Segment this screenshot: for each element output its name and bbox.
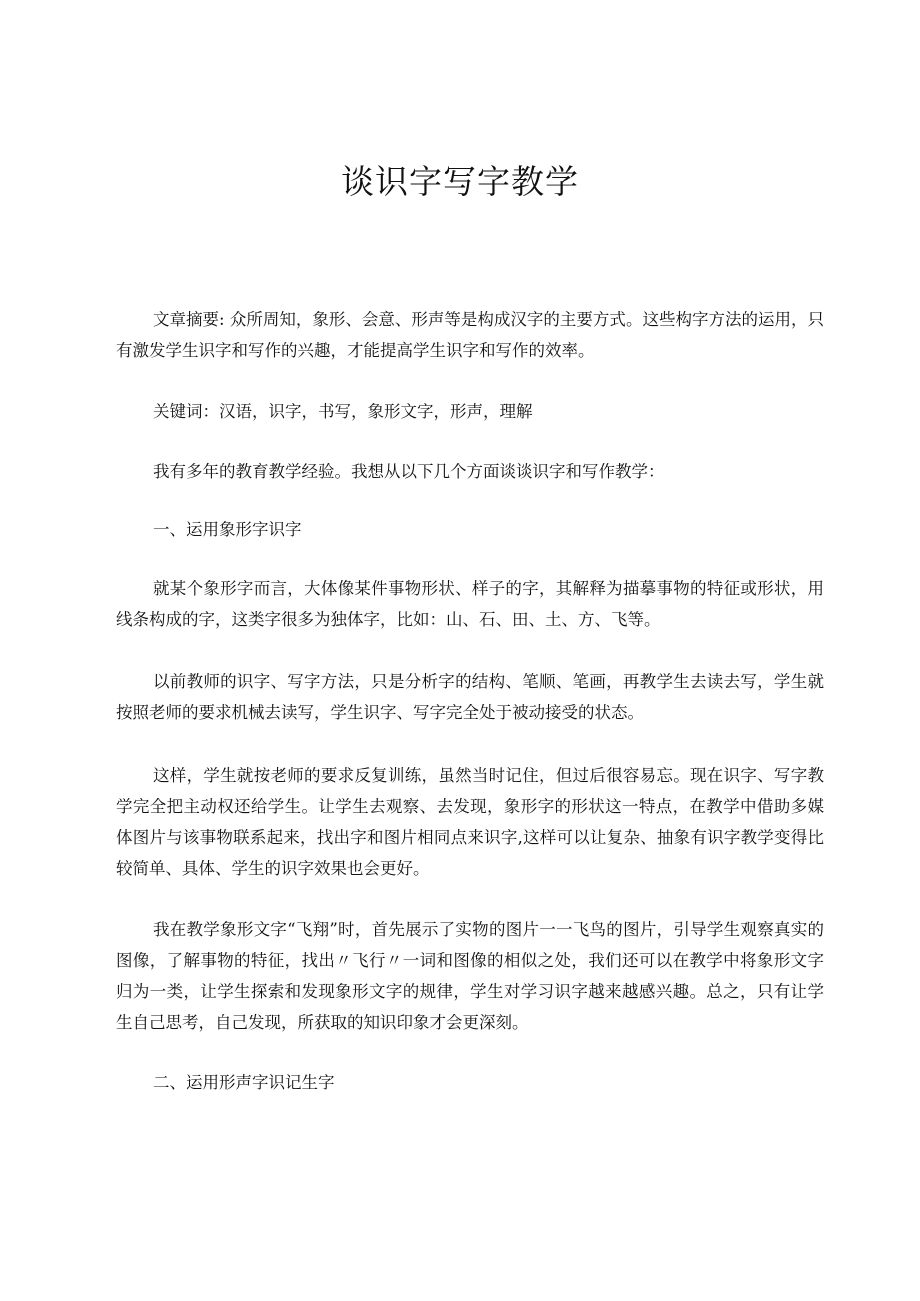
section1-paragraph-1: 就某个象形字而言，大体像某件事物形状、样子的字，其解释为描摹事物的特征或形状，用线条构成的字，这类字很多为独体字，比如：山、石、田、土、方、飞等。 [116,579,824,629]
section-heading-2: 二、运用形声字识记生字 [153,1073,335,1092]
section1-paragraph-2: 以前教师的识字、写字方法，只是分析字的结构、笔顺、笔画，再教学生去读去写，学生就按照老师的要求机械去读写，学生识字、写字完全处于被动接受的状态。 [116,672,824,722]
section1-paragraph-4: 我在教学象形文字“飞翔”时，首先展示了实物的图片一一飞鸟的图片，引导学生观察真实的图像，了解事物的特征，找出〃飞行〃一词和图像的相似之处，我们还可以在教学中将象形文字归为一类，让学生探索和发现象形文字的规律，学生对学习识字越来越感兴趣。总之，只有让学生自己思考，自己发现，所获取的知识印象才会更深刻。 [116,920,824,1032]
abstract-paragraph: 文章摘要: 众所周知，象形、会意、形声等是构成汉字的主要方式。这些构字方法的运用，只有激发学生识字和写作的兴趣，才能提高学生识字和写作的效率。 [116,310,824,360]
document-title: 谈识字写字教学 [341,162,579,201]
keywords-line: 关键词：汉语，识字，书写，象形文字，形声，理解 [153,402,533,421]
intro-paragraph: 我有多年的教育教学经验。我想从以下几个方面谈谈识字和写作教学： [153,462,665,481]
section1-paragraph-3: 这样，学生就按老师的要求反复训练，虽然当时记住，但过后很容易忘。现在识字、写字教学完全把主动权还给学生。让学生去观察、去发现，象形字的形状这一特点，在教学中借助多媒体图片与该事物联系起来，找出字和图片相同点来识字,这样可以让复杂、抽象有识字教学变得比较简单、具体、学生的识字效果也会更好。 [116,766,824,878]
section-heading-1: 一、运用象形字识字 [153,520,302,539]
